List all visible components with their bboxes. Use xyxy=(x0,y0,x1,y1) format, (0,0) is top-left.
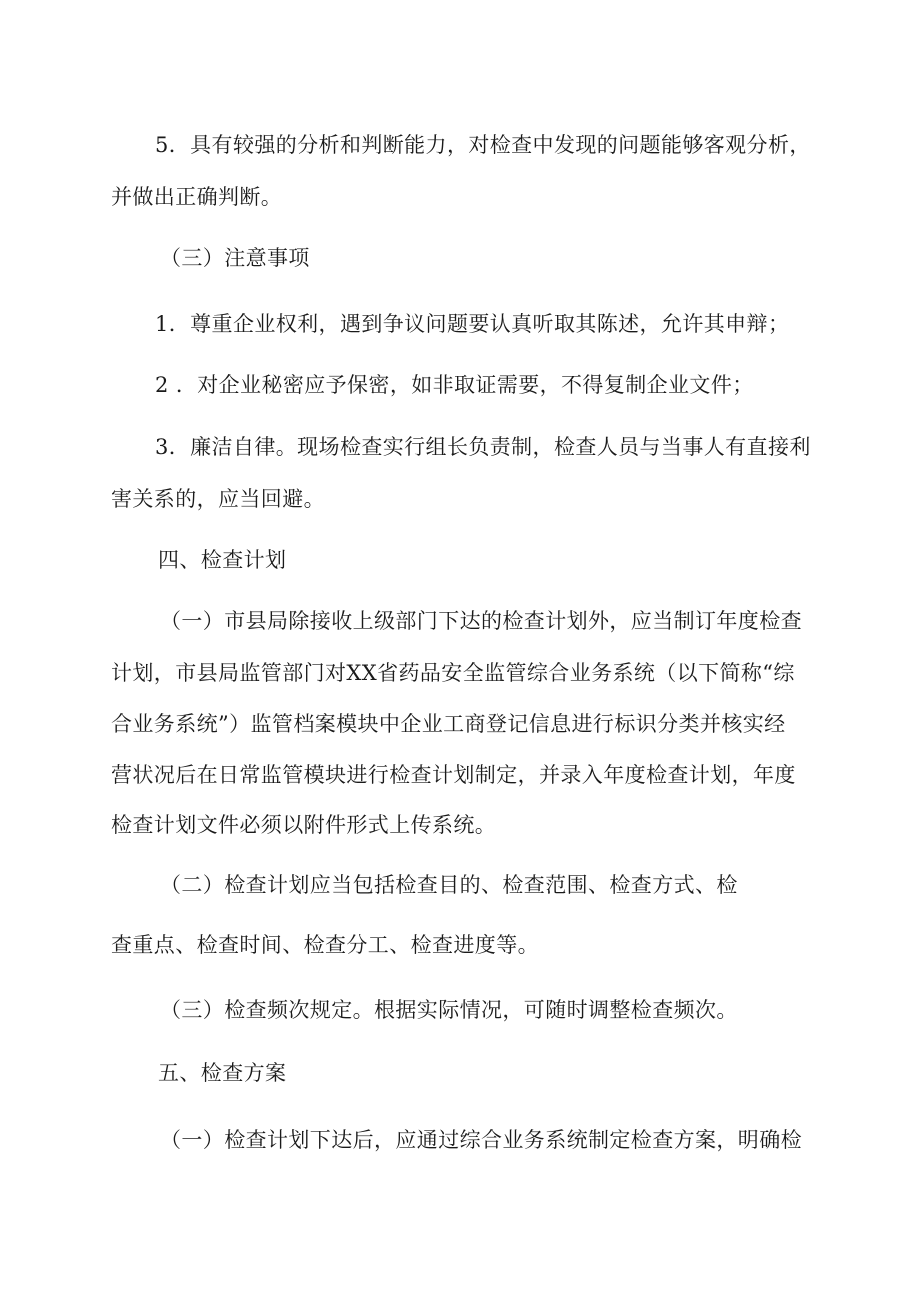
text-line: 3．廉洁自律。现场检查实行组长负责制，检查人员与当事人有直接利 xyxy=(155,435,811,459)
text-line: 2 ．对企业秘密应予保密，如非取证需要，不得复制企业文件； xyxy=(155,373,754,397)
text-line: 计划，市县局监管部门对XX省药品安全监管综合业务系统（以下简称“综 xyxy=(111,661,795,685)
text-line: 害关系的，应当回避。 xyxy=(111,487,325,511)
text-line: 5．具有较强的分析和判断能力，对检查中发现的问题能够客观分析， xyxy=(155,133,811,157)
text-line: 1．尊重企业权利，遇到争议问题要认真听取其陈述，允许其申辩； xyxy=(155,312,790,336)
section-heading: 五、检查方案 xyxy=(158,1061,287,1085)
text-line: （一）市县局除接收上级部门下达的检查计划外，应当制订年度检查 xyxy=(160,609,802,633)
text-line: 合业务系统”）监管档案模块中企业工商登记信息进行标识分类并核实经 xyxy=(111,712,786,736)
text-line: 营状况后在日常监管模块进行检查计划制定，并录入年度检查计划，年度 xyxy=(111,763,796,787)
text-line: （一）检查计划下达后，应通过综合业务系统制定检查方案，明确检 xyxy=(160,1128,802,1152)
text-line: 检查计划文件必须以附件形式上传系统。 xyxy=(111,813,497,837)
text-line: 查重点、检查时间、检查分工、检查进度等。 xyxy=(111,933,539,957)
section-heading: （三）注意事项 xyxy=(160,246,310,270)
text-line: （三）检查频次规定。根据实际情况，可随时调整检查频次。 xyxy=(160,998,738,1022)
text-line: （二）检查计划应当包括检查目的、检查范围、检查方式、检 xyxy=(160,873,738,897)
text-line: 并做出正确判断。 xyxy=(111,185,283,209)
section-heading: 四、检查计划 xyxy=(158,548,287,572)
